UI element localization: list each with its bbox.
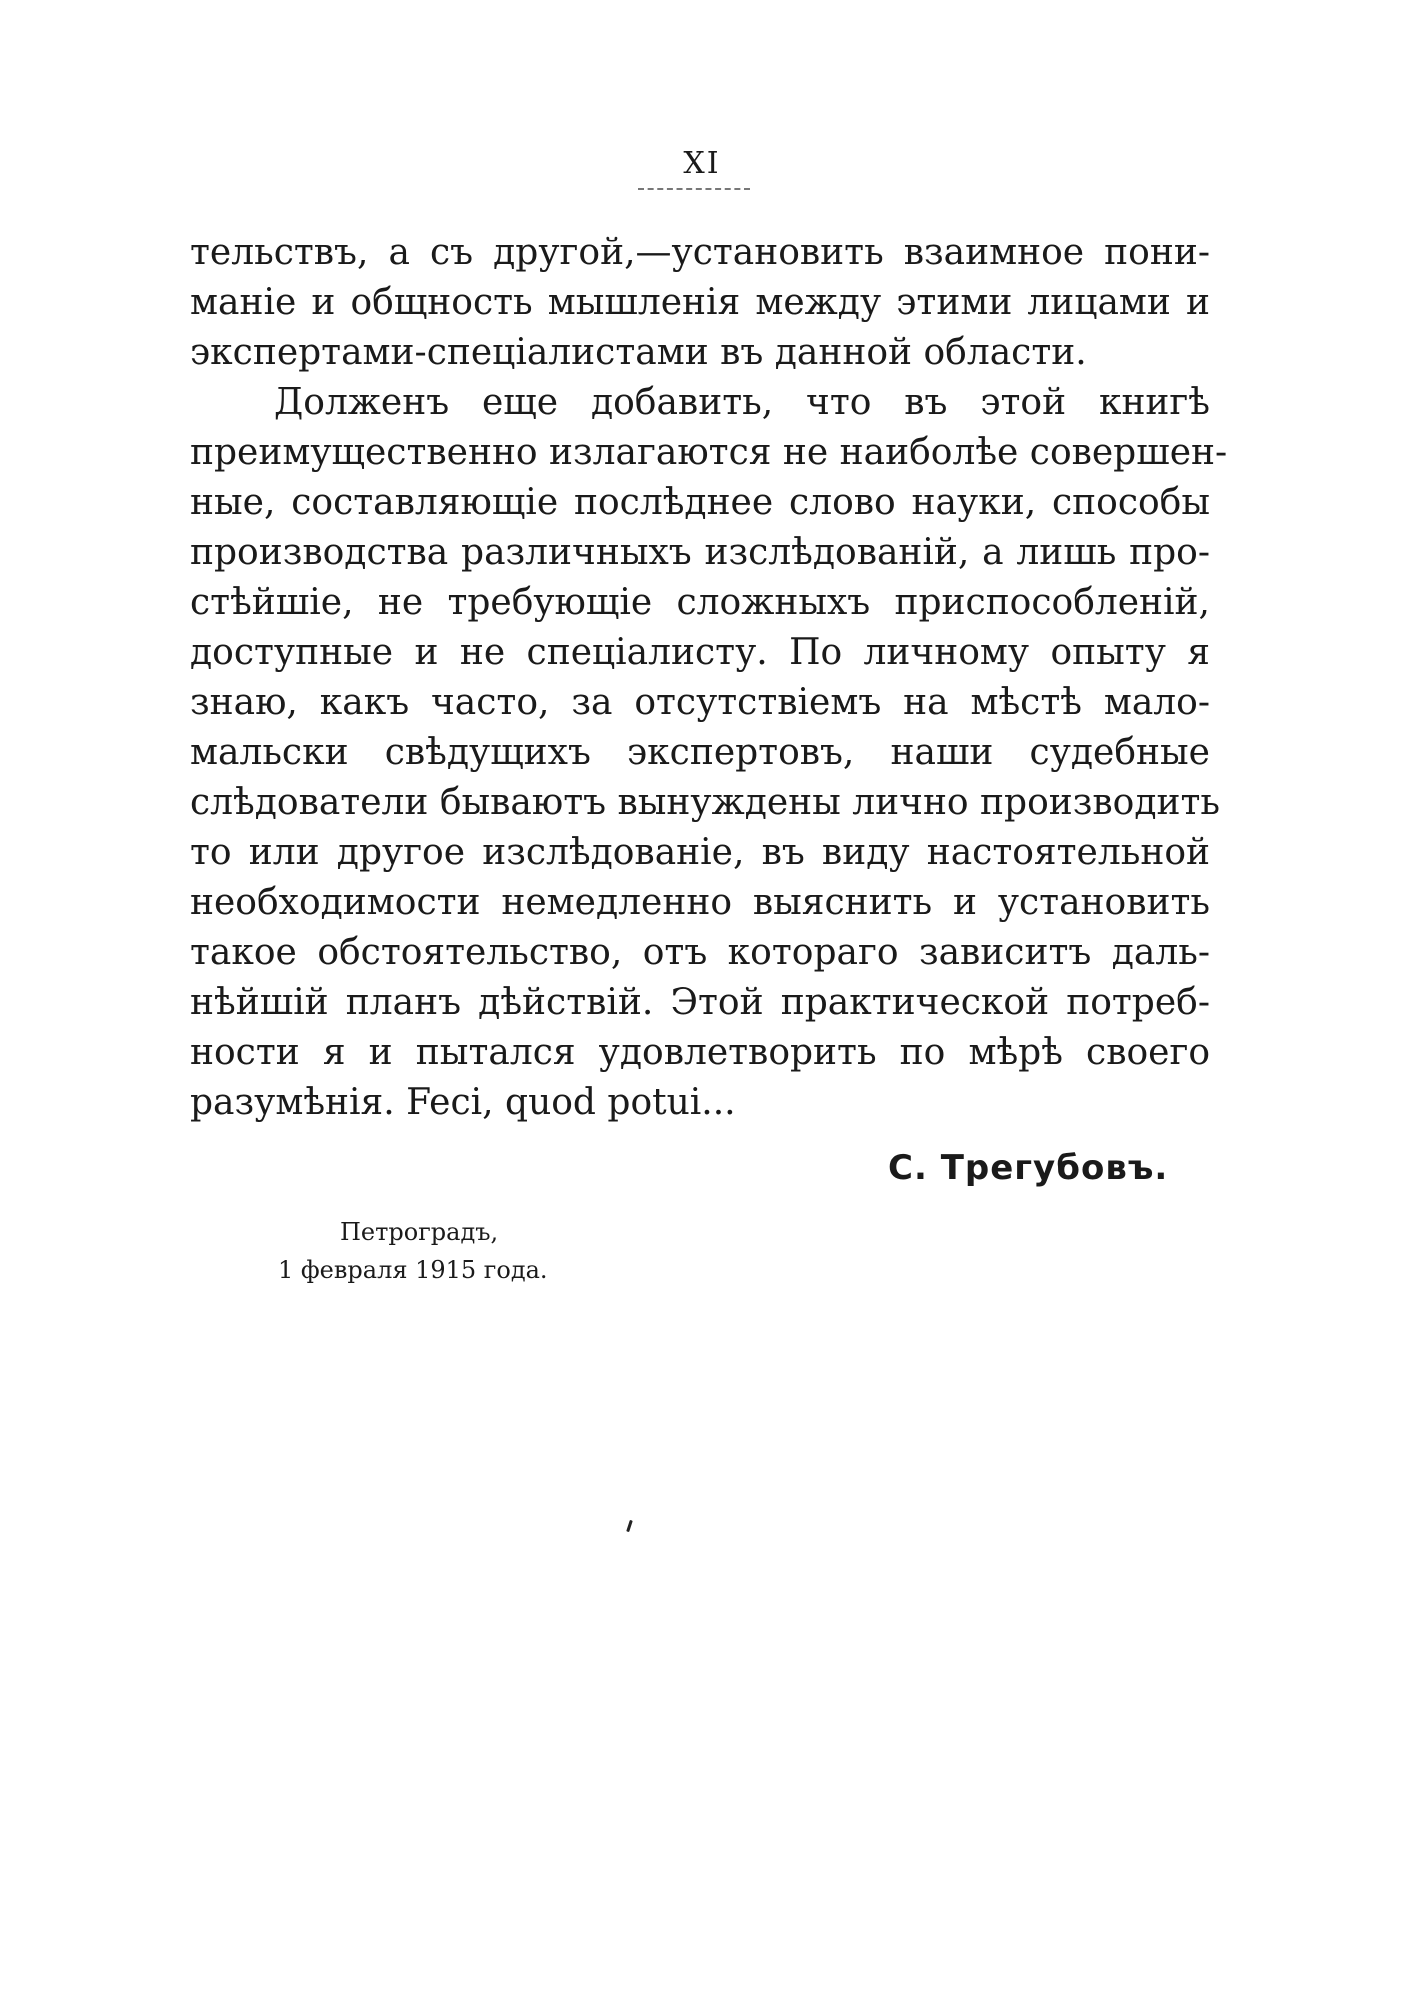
place-line: Петроградъ,: [340, 1218, 499, 1246]
text-line: то или другое изслѣдованіе, въ виду настоятельной: [190, 832, 1210, 873]
text-line: доступные и не спеціалисту. По личному опыту я: [190, 632, 1210, 673]
text-line: стѣйшіе, не требующіе сложныхъ приспособленій,: [190, 582, 1210, 623]
text-line: необходимости немедленно выяснить и установить: [190, 882, 1210, 923]
ink-speck: [626, 1520, 633, 1532]
page-number-rule: [638, 188, 750, 190]
text-line: преимущественно излагаются не наиболѣе совершен-: [190, 432, 1228, 473]
text-line: ные, составляющіе послѣднее слово науки, способы: [190, 482, 1210, 523]
text-line: производства различныхъ изслѣдованій, а лишь про-: [190, 532, 1210, 573]
text-line: Долженъ еще добавить, что въ этой книгѣ: [274, 382, 1210, 423]
text-line: экспертами-спеціалистами въ данной области.: [190, 332, 1087, 373]
author-signature: С. Трегубовъ.: [888, 1148, 1169, 1188]
body-text: [190, 228, 1228, 1128]
text-line: слѣдователи бываютъ вынуждены лично производить: [190, 782, 1221, 823]
text-line: такое обстоятельство, отъ котораго зависитъ даль-: [190, 932, 1210, 973]
text-line: мальски свѣдущихъ экспертовъ, наши судебные: [190, 732, 1210, 773]
text-line: знаю, какъ часто, за отсутствіемъ на мѣстѣ мало-: [190, 682, 1210, 723]
text-line: ности я и пытался удовлетворить по мѣрѣ своего: [190, 1032, 1210, 1073]
text-line: тельствъ, а съ другой,—установить взаимное пони-: [190, 232, 1210, 273]
page-number: XI: [683, 146, 721, 181]
text-line: маніе и общность мышленія между этими лицами и: [190, 282, 1210, 323]
text-line: нѣйшій планъ дѣйствій. Этой практической потреб-: [190, 982, 1210, 1023]
text-line: разумѣнія. Feci, quod potui...: [190, 1082, 736, 1123]
date-line: 1 февраля 1915 года.: [278, 1256, 548, 1284]
